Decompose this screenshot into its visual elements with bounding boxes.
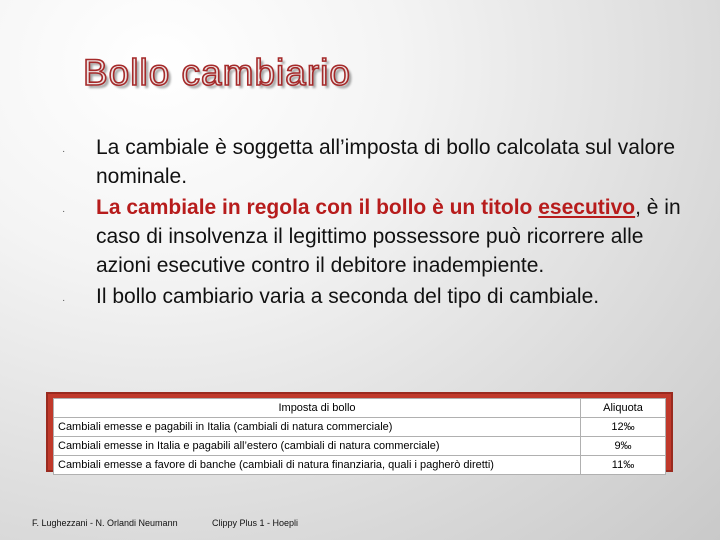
bullet-marker-icon: ·	[62, 146, 66, 157]
bullet-text: Il bollo cambiario varia a seconda del tipo di cambiale.	[96, 285, 600, 308]
bullet-text: La cambiale è soggetta all’imposta di bollo calcolata sul valore nominale.	[96, 136, 675, 188]
footer-book: Clippy Plus 1 - Hoepli	[212, 518, 299, 528]
bullet-item	[62, 282, 692, 311]
bullet-list	[62, 133, 692, 313]
table-row	[54, 437, 666, 456]
row-rate: 12‰	[581, 418, 666, 437]
tax-table	[53, 398, 666, 475]
header-aliquota: Aliquota	[581, 399, 666, 418]
row-description: Cambiali emesse a favore di banche (cambiali di natura finanziaria, quali i pagherò diretti)	[54, 456, 581, 475]
bullet-highlight-underlined: esecutivo	[538, 196, 636, 219]
bullet-item	[62, 193, 692, 280]
footer-authors: F. Lughezzani - N. Orlandi Neumann	[32, 518, 178, 528]
bullet-marker-icon: ·	[62, 295, 66, 306]
slide-title: Bollo cambiario	[83, 52, 351, 93]
row-description: Cambiali emesse in Italia e pagabili all’estero (cambiali di natura commerciale)	[54, 437, 581, 456]
table-row	[54, 418, 666, 437]
row-description: Cambiali emesse e pagabili in Italia (cambiali di natura commerciale)	[54, 418, 581, 437]
bullet-highlight-text: La cambiale in regola con il bollo è un titolo	[96, 196, 539, 219]
row-rate: 9‰	[581, 437, 666, 456]
table-header-row	[54, 399, 666, 418]
bullet-marker-icon: ·	[62, 206, 66, 217]
bullet-text: , è in caso di insolvenza il legittimo possessore può ricorrere alle azioni esecutive contro il debitore inadempiente.	[96, 196, 681, 277]
tax-table-frame	[46, 392, 673, 472]
header-imposta: Imposta di bollo	[54, 399, 581, 418]
row-rate: 11‰	[581, 456, 666, 475]
table-row	[54, 456, 666, 475]
bullet-item	[62, 133, 692, 191]
